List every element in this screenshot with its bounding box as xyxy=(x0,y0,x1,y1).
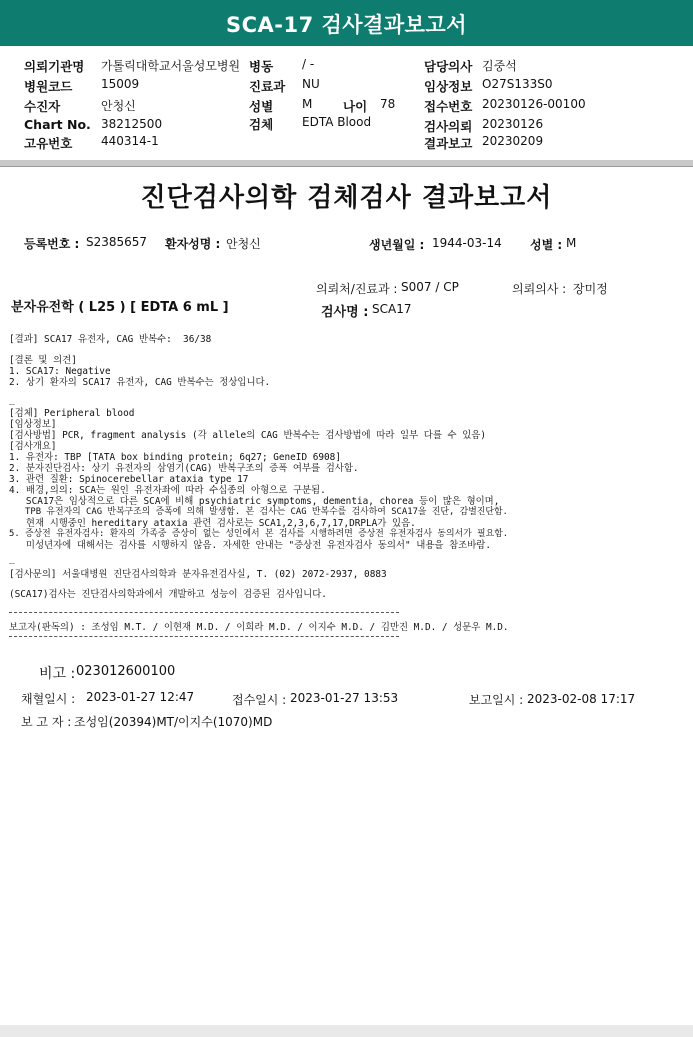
doctor-value: 장미정 xyxy=(573,282,608,296)
label-department: 진료과 xyxy=(249,79,286,94)
report-time-label: 보고일시 : xyxy=(469,693,524,707)
detail-line: 1. 유전자: TBP [TATA box binding protein; 6q27; GeneID 6908] xyxy=(9,452,341,463)
conclusion-line: 1. SCA17: Negative xyxy=(9,366,111,377)
remark-value: 023012600100 xyxy=(76,664,176,679)
inquiry-line: [검사문의] 서울대병원 진단검사의학과 분자유전검사실, T. (02) 2072-2937, 0883 xyxy=(9,569,387,580)
label-institution: 의뢰기관명 xyxy=(24,59,85,74)
conclusion-line: 2. 상기 환자의 SCA17 유전자, CAG 반복수는 정상입니다. xyxy=(9,377,271,388)
value-specimen: EDTA Blood xyxy=(302,115,372,129)
test-name-label: 검사명 : xyxy=(321,305,369,320)
label-physician: 담당의사 xyxy=(424,59,473,74)
value-patient: 안청신 xyxy=(101,99,136,113)
reporter-value: 조성임(20394)MT/이지수(1070)MD xyxy=(74,715,273,729)
label-ward: 병동 xyxy=(249,59,274,74)
reg-no-label: 등록번호 : xyxy=(24,237,80,251)
patient-name-value: 안청신 xyxy=(226,237,261,251)
detail-line: [임상정보] xyxy=(9,419,57,430)
reporters-line: 보고자(판독의) : 조성임 M.T. / 이현재 M.D. / 이희라 M.D. / 이지수 M.D. / 김만진 M.D. / 성문우 M.D. xyxy=(9,622,509,633)
label-chart-no: Chart No. xyxy=(24,117,91,132)
receive-time-value: 2023-01-27 13:53 xyxy=(290,691,399,705)
section-mark: _ xyxy=(9,553,15,564)
dept-label: 의뢰처/진료과 : xyxy=(316,282,398,296)
value-physician: 김중석 xyxy=(482,59,517,73)
section-mark: _ xyxy=(9,394,15,405)
label-hospital-code: 병원코드 xyxy=(24,79,73,94)
value-chart-no: 38212500 xyxy=(101,117,163,131)
reporter-label: 보 고 자 : xyxy=(21,715,72,729)
value-age: 78 xyxy=(380,97,396,111)
detail-line: [검사방법] PCR, fragment analysis (각 allele의 CAG 반복수는 검사방법에 따라 일부 다를 수 있음) xyxy=(9,430,486,441)
conclusion-line: [결론 및 의견] xyxy=(9,355,77,366)
value-ward: / - xyxy=(302,57,315,71)
developed-line: (SCA17)검사는 진단검사의학과에서 개발하고 성능이 검증된 검사입니다. xyxy=(9,589,327,600)
test-name-value: SCA17 xyxy=(372,302,412,316)
value-hospital-code: 15009 xyxy=(101,77,140,91)
dept-value: S007 / CP xyxy=(401,280,459,294)
detail-line: 미성년자에 대해서는 검사를 시행하지 않음. 자세한 안내는 "증상전 유전자검사 동의서" 내용을 참조바람. xyxy=(9,540,491,551)
detail-line: [검사개요] xyxy=(9,441,57,452)
label-patient: 수진자 xyxy=(24,99,61,114)
collect-time-value: 2023-01-27 12:47 xyxy=(86,690,195,704)
label-test-request: 검사의뢰 xyxy=(424,119,473,134)
dob-label: 생년월일 : xyxy=(369,238,425,252)
report-time-value: 2023-02-08 17:17 xyxy=(527,692,636,706)
label-age: 나이 xyxy=(343,99,368,114)
label-sex: 성별 xyxy=(249,99,274,114)
detail-line: TPB 유전자의 CAG 반복구조의 증폭에 의해 발생함. 본 검사는 CAG 반복수를 검사하여 SCA17을 진단, 감별진단함. xyxy=(9,507,508,517)
reg-no-value: S2385657 xyxy=(86,235,148,249)
value-department: NU xyxy=(302,77,320,91)
dashed-divider xyxy=(9,612,399,613)
label-receipt-no: 접수번호 xyxy=(424,99,473,114)
label-result-report: 결과보고 xyxy=(424,136,473,151)
receive-time-label: 접수일시 : xyxy=(232,693,287,707)
value-result-report: 20230209 xyxy=(482,134,544,148)
collect-time-label: 채혈일시 : xyxy=(21,692,76,706)
detail-line: 현재 시행중인 hereditary ataxia 관련 검사로는 SCA1,2,3,6,7,17,DRPLA가 있음. xyxy=(9,518,416,529)
header-separator-line xyxy=(0,166,693,167)
detail-line: SCA17은 임상적으로 다른 SCA에 비해 psychiatric symptoms, dementia, chorea 등이 많은 형이며, xyxy=(9,496,500,507)
value-clinical-info: O27S133S0 xyxy=(482,77,553,91)
label-clinical-info: 임상정보 xyxy=(424,79,473,94)
value-test-request: 20230126 xyxy=(482,117,544,131)
detail-line: 3. 관련 질환: Spinocerebellar ataxia type 17 xyxy=(9,474,249,485)
label-unique-no: 고유번호 xyxy=(24,136,73,151)
label-specimen: 검체 xyxy=(249,117,274,132)
section-title: 분자유전학 ( L25 ) [ EDTA 6 mL ] xyxy=(11,300,229,315)
detail-line: 2. 분자진단검사: 상기 유전자의 삼염기(CAG) 반복구조의 증폭 여부를 검사함. xyxy=(9,463,359,474)
result-line: [결과] SCA17 유전자, CAG 반복수: 36/38 xyxy=(9,334,212,345)
value-institution: 가톨릭대학교서울성모병원 xyxy=(101,59,241,73)
value-unique-no: 440314-1 xyxy=(101,134,159,148)
doctor-label: 의뢰의사 : xyxy=(512,282,567,296)
report-header-bar xyxy=(0,0,693,46)
page-title: SCA-17 검사결과보고서 xyxy=(225,13,468,37)
patient-name-label: 환자성명 : xyxy=(165,237,221,251)
detail-line: 5. 증상전 유전자검사: 환자의 가족중 증상이 없는 성인에서 본 검사를 시행하려면 증상전 유전자검사 동의서가 필요함. xyxy=(9,529,509,539)
page-bottom-band xyxy=(0,1025,693,1037)
dashed-divider xyxy=(9,636,399,637)
report-title: 진단검사의학 검체검사 결과보고서 xyxy=(140,183,553,213)
sex-value: M xyxy=(566,236,577,250)
value-sex: M xyxy=(302,97,313,111)
sex-label: 성별 : xyxy=(530,238,563,252)
dob-value: 1944-03-14 xyxy=(432,236,502,250)
remark-label: 비고 : xyxy=(39,666,76,682)
value-receipt-no: 20230126-00100 xyxy=(482,97,586,111)
detail-line: [검체] Peripheral blood xyxy=(9,408,135,419)
detail-line: 4. 배경,의의: SCA는 원인 유전자좌에 따라 수십종의 아형으로 구분됨. xyxy=(9,485,326,496)
